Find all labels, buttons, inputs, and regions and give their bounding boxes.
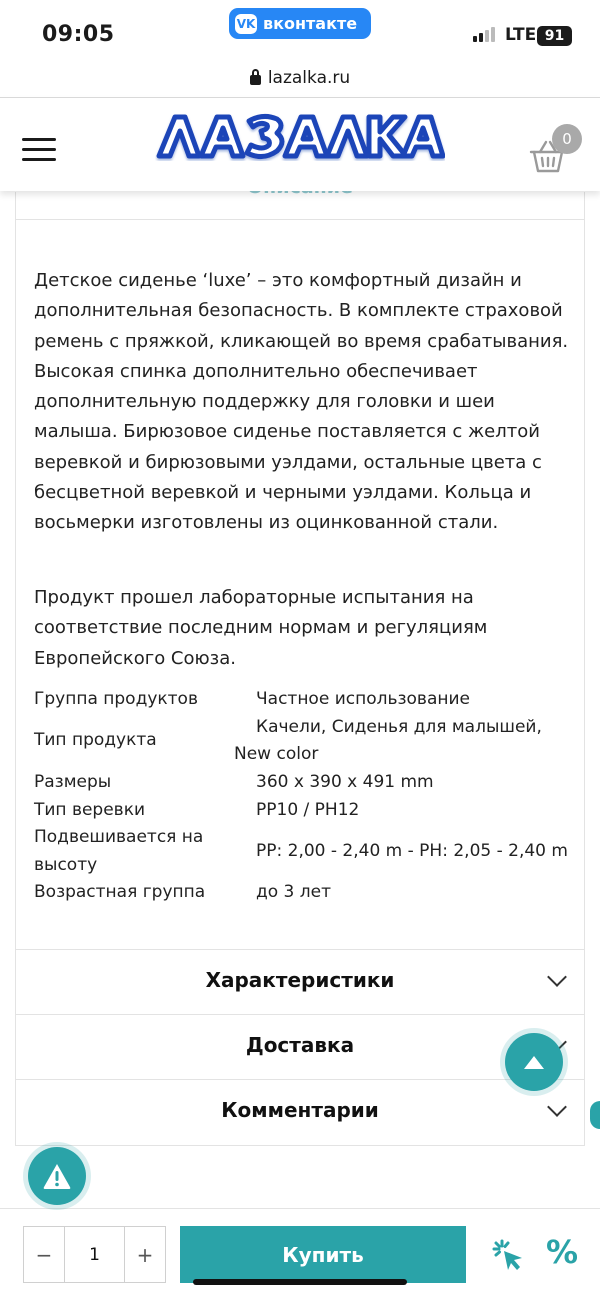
decrease-button[interactable]: − [35, 1242, 53, 1267]
cart-count-badge: 0 [552, 124, 582, 154]
url-text: lazalka.ru [267, 68, 351, 88]
arrow-up-icon [524, 1056, 544, 1069]
quantity-stepper [23, 1226, 166, 1283]
spec-label: Тип продукта [34, 730, 157, 750]
address-bar[interactable] [0, 62, 600, 94]
accordion-comments[interactable] [16, 1079, 584, 1144]
accordion-title: Характеристики [205, 968, 395, 992]
site-logo[interactable] [155, 111, 445, 163]
spec-value: Качели, Сиденья для малышей, [256, 717, 542, 737]
accordion-title: Доставка [245, 1033, 355, 1057]
scroll-to-top-button[interactable] [505, 1033, 563, 1091]
product-tabs-card [15, 192, 585, 1146]
network-type: LTE [505, 25, 537, 45]
lock-icon [250, 75, 261, 85]
spec-label: Возрастная группа [34, 882, 206, 902]
accordion-delivery[interactable] [16, 1014, 584, 1079]
status-time: 09:05 [42, 22, 115, 47]
side-widget-button[interactable] [590, 1101, 600, 1129]
discount-icon[interactable]: % [546, 1233, 579, 1271]
divider [16, 219, 584, 220]
click-cursor-icon[interactable] [492, 1239, 526, 1273]
spec-value: PP: 2,00 - 2,40 m - PH: 2,05 - 2,40 m [256, 841, 568, 861]
spec-label: Группа продуктов [34, 689, 198, 709]
description-paragraph: Детское сиденье ‘luxe’ – это комфортный дизайн и дополнительная безопасность. В комплекте страховой ремень с пряжкой, кликающей во время срабатывания. Высокая спинка дополнительно обеспечивает дополнительную поддержку для головки и шеи малыша. Бирюзовое сиденье поставляется с желтой веревкой и бирюзовыми уэлдами, остальные цвета с бесцветной веревкой и черными уэлдами. Кольца и восьмерки изготовлены из оцинкованной стали. [34, 270, 569, 534]
spec-value: Частное использование [256, 689, 470, 709]
signal-icon [473, 27, 495, 42]
increase-button[interactable]: + [136, 1242, 154, 1267]
site-header [0, 97, 600, 191]
buy-button[interactable]: Купить [180, 1226, 466, 1283]
home-indicator [193, 1279, 407, 1285]
spec-label: Тип веревки [34, 800, 146, 820]
spec-label: Подвешивается на [34, 827, 204, 847]
vk-badge[interactable] [229, 8, 371, 39]
description-paragraph-eu: Продукт прошел лабораторные испытания на соответствие последним нормам и регуляциям Европейского Союза. [34, 587, 488, 669]
spec-value: 360 x 390 x 491 mm [256, 772, 434, 792]
spec-value: PP10 / PH12 [256, 800, 360, 820]
spec-value: New color [234, 744, 319, 764]
accordion-title: Комментарии [221, 1098, 379, 1122]
spec-value: до 3 лет [256, 882, 332, 902]
vk-logo-icon: VK [235, 14, 257, 34]
spec-label: высоту [34, 855, 98, 875]
battery-icon [537, 26, 572, 46]
spec-label: Размеры [34, 772, 112, 792]
vk-badge-label: вконтакте [263, 14, 358, 33]
status-bar [0, 0, 600, 60]
accordion-characteristics[interactable] [16, 949, 584, 1014]
menu-icon[interactable] [22, 138, 56, 162]
report-button[interactable] [28, 1147, 86, 1205]
battery-level: 91 [544, 28, 565, 44]
warning-icon [42, 1162, 72, 1190]
quantity-field[interactable]: 1 [64, 1227, 125, 1282]
